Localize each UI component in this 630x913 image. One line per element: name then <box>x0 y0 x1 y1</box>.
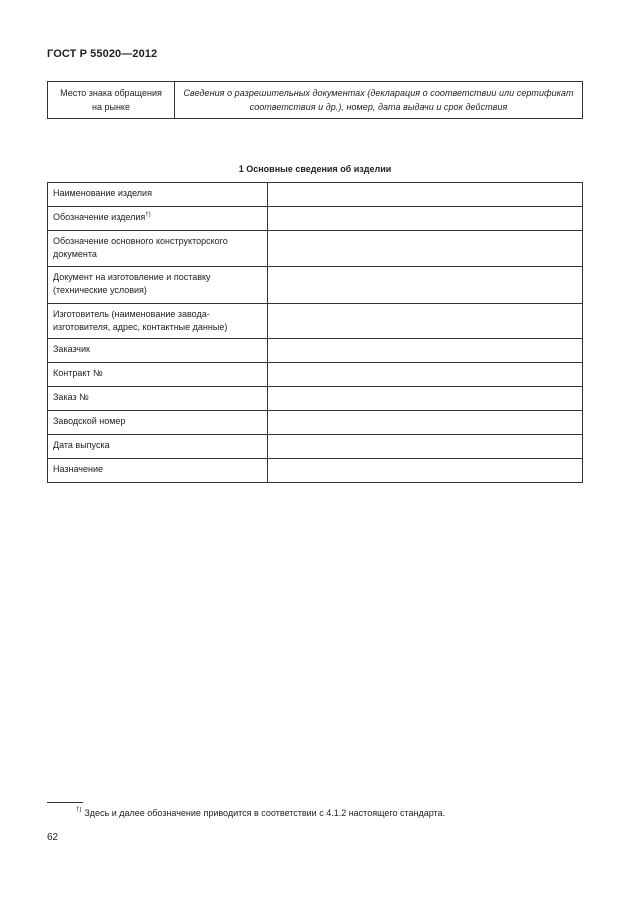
row-value <box>268 387 583 411</box>
table-row <box>48 387 583 411</box>
document-code: ГОСТ Р 55020—2012 <box>47 48 158 60</box>
row-label: Заказчик <box>48 339 268 363</box>
row-value <box>268 207 583 231</box>
row-value <box>268 363 583 387</box>
row-label: Изготовитель (наименование завода-изготовителя, адрес, контактные данные) <box>48 304 268 339</box>
table-row <box>48 267 583 304</box>
table-row <box>48 231 583 267</box>
table-row <box>48 459 583 483</box>
conformity-mark-row <box>48 82 583 119</box>
row-value <box>268 339 583 363</box>
row-label: Дата выпуска <box>48 435 268 459</box>
table-row <box>48 435 583 459</box>
row-value <box>268 231 583 267</box>
row-label-with-footnote <box>48 207 268 231</box>
footnote-mark: †) <box>145 212 151 218</box>
row-value <box>268 411 583 435</box>
row-label: Обозначение изделия <box>53 212 146 222</box>
permit-documents-cell: Сведения о разрешительных документах (декларация о соответствии или сертификат соответствия и др.), номер, дата выдачи и срок действия <box>175 82 583 119</box>
footnote-divider <box>47 802 83 803</box>
table-row <box>48 411 583 435</box>
table-row <box>48 363 583 387</box>
section-title: 1 Основные сведения об изделии <box>238 164 392 174</box>
footnote-text: Здесь и далее обозначение приводится в соответствии с 4.1.2 настоящего стандарта. <box>84 808 446 818</box>
product-info-table <box>47 182 583 483</box>
footnote <box>76 808 445 818</box>
row-value <box>268 267 583 304</box>
row-label: Наименование изделия <box>48 183 268 207</box>
table-row <box>48 304 583 339</box>
row-label: Заводской номер <box>48 411 268 435</box>
row-value <box>268 304 583 339</box>
row-label: Назначение <box>48 459 268 483</box>
row-label: Контракт № <box>48 363 268 387</box>
row-value <box>268 435 583 459</box>
table-row <box>48 207 583 231</box>
footnote-mark: †) <box>76 807 82 813</box>
row-label: Заказ № <box>48 387 268 411</box>
mark-place-cell: Место знака обращения на рынке <box>48 82 175 119</box>
page-number: 62 <box>47 832 59 843</box>
conformity-mark-table <box>47 81 583 119</box>
table-row <box>48 339 583 363</box>
row-label: Документ на изготовление и поставку (технические условия) <box>48 267 268 304</box>
row-label: Обозначение основного конструкторского документа <box>48 231 268 267</box>
row-value <box>268 459 583 483</box>
row-value <box>268 183 583 207</box>
table-row <box>48 183 583 207</box>
